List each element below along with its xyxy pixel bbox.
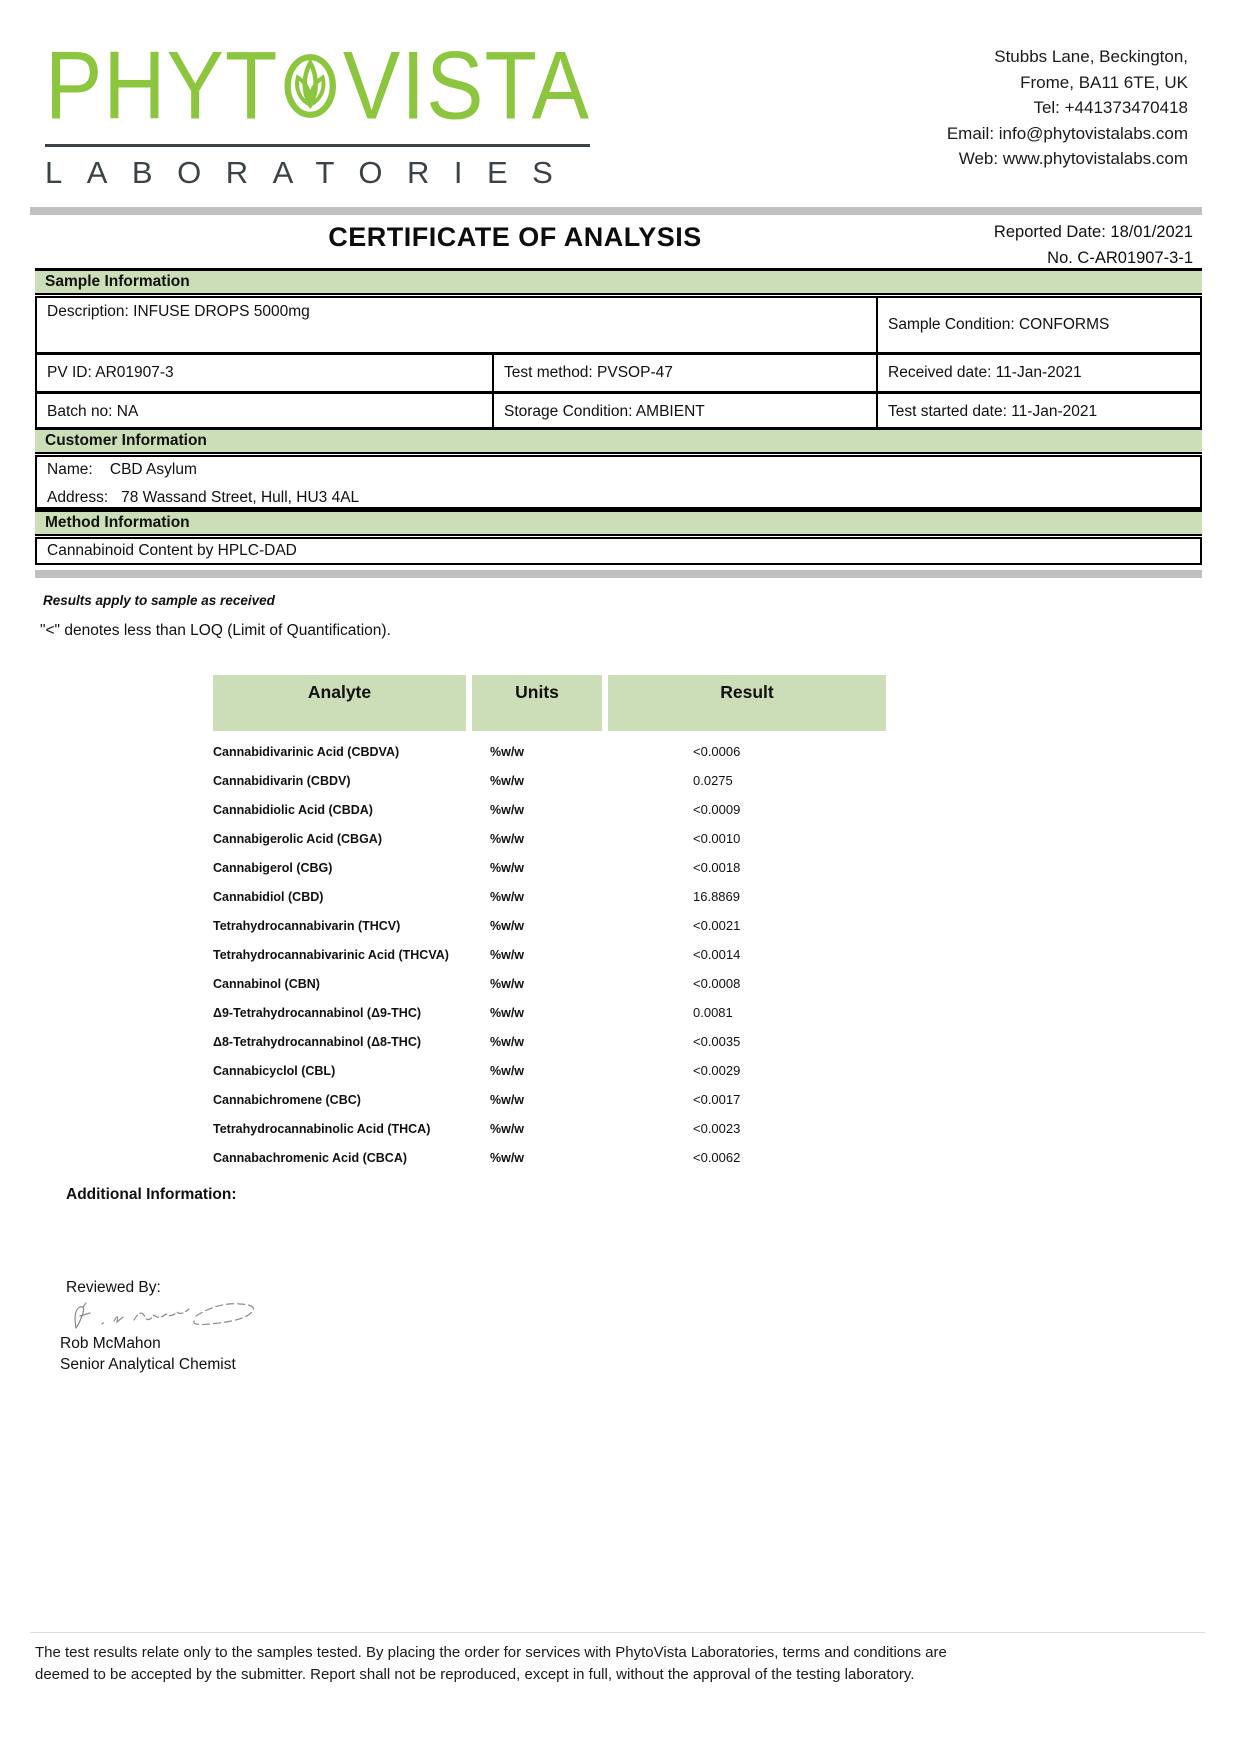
table-row [37,394,1200,430]
table-row [37,298,1200,355]
result-units: %w/w [490,918,525,933]
result-units: %w/w [490,773,525,788]
loq-note: "<" denotes less than LOQ (Limit of Quantification). [40,622,391,639]
reviewer-name: Rob McMahon [60,1335,161,1352]
result-result: <0.0009 [693,802,741,817]
lab-contact-block [947,44,1188,172]
results-table [213,675,893,1172]
reviewed-by-label: Reviewed By: [66,1279,161,1296]
test-method: Test method: PVSOP-47 [494,355,878,391]
method-information-label: Method Information [45,514,190,531]
result-analyte: Cannabigerol (CBG) [213,860,333,875]
result-analyte: Cannabachromenic Acid (CBCA) [213,1150,408,1165]
table-row [213,795,893,824]
result-units: %w/w [490,976,525,991]
table-row [213,882,893,911]
sample-description: Description: INFUSE DROPS 5000mg [37,298,878,352]
document-title: CERTIFICATE OF ANALYSIS [328,222,702,252]
report-number: No. C-AR01907-3-1 [1047,249,1193,267]
result-analyte: Cannabidivarinic Acid (CBDVA) [213,744,400,759]
column-header-units: Units [472,675,602,731]
result-result: <0.0006 [693,744,741,759]
table-row [213,824,893,853]
reported-date: Reported Date: 18/01/2021 [993,223,1193,241]
table-row [213,1114,893,1143]
result-analyte: Tetrahydrocannabivarin (THCV) [213,918,401,933]
logo-text-phyt: PHYT [45,32,279,140]
result-result: <0.0023 [693,1121,741,1136]
result-result: <0.0014 [693,947,741,962]
result-result: <0.0021 [693,918,741,933]
result-units: %w/w [490,802,525,817]
sample-information-table [35,296,1202,432]
result-result: 0.0275 [693,773,733,788]
additional-information-label: Additional Information: [66,1186,237,1203]
result-result: <0.0062 [693,1150,741,1165]
table-row [213,940,893,969]
logo-text-vista: VISTA [342,32,590,140]
table-row [213,1056,893,1085]
result-analyte: Cannabigerolic Acid (CBGA) [213,831,382,846]
result-units: %w/w [490,744,525,759]
table-row [213,911,893,940]
result-units: %w/w [490,947,525,962]
table-row [213,1085,893,1114]
sample-condition: Sample Condition: CONFORMS [888,316,1110,333]
result-units: %w/w [490,1150,525,1165]
sample-received-note: Results apply to sample as received [43,593,275,608]
result-result: <0.0035 [693,1034,741,1049]
contact-email: Email: info@phytovistalabs.com [946,123,1188,143]
sample-information-header [35,268,1202,295]
table-row [213,969,893,998]
table-row [213,853,893,882]
batch-no: Batch no: NA [37,394,494,430]
result-analyte: Cannabidiol (CBD) [213,889,324,904]
method-information-box [35,537,1202,565]
phytovista-logo [45,30,590,191]
column-header-result: Result [608,675,886,731]
result-analyte: Cannabinol (CBN) [213,976,320,991]
footer-divider [30,1632,1205,1633]
result-units: %w/w [490,1121,525,1136]
result-result: <0.0008 [693,976,741,991]
section-divider-bar [35,570,1202,578]
result-units: %w/w [490,1063,525,1078]
customer-name: Name: CBD Asylum [47,461,197,478]
logo-wordmark [45,30,590,142]
result-result: <0.0010 [693,831,741,846]
signature-image [68,1294,283,1338]
leaf-in-oval-icon [282,36,338,136]
result-analyte: Cannabidiolic Acid (CBDA) [213,802,373,817]
customer-address: Address: 78 Wassand Street, Hull, HU3 4AL [47,489,360,506]
result-analyte: Cannabicyclol (CBL) [213,1063,336,1078]
reviewer-title: Senior Analytical Chemist [60,1356,236,1373]
contact-phone: Tel: +441373470418 [1033,98,1188,117]
result-units: %w/w [490,889,525,904]
table-row [37,355,1200,394]
header-divider-bar [30,207,1202,215]
footer-disclaimer [35,1642,1175,1685]
report-meta [994,219,1193,271]
result-result: <0.0018 [693,860,741,875]
result-result: 16.8869 [693,889,740,904]
customer-information-label: Customer Information [45,432,207,449]
result-units: %w/w [490,831,525,846]
sample-information-label: Sample Information [45,273,190,290]
result-analyte: Cannabidivarin (CBDV) [213,773,351,788]
column-header-analyte: Analyte [213,675,466,731]
result-result: <0.0029 [693,1063,741,1078]
result-units: %w/w [490,1034,525,1049]
contact-address-line1: Stubbs Lane, Beckington, [994,47,1188,66]
table-row [213,1027,893,1056]
result-units: %w/w [490,1092,525,1107]
method-information-header [35,509,1202,536]
logo-divider [45,144,590,147]
result-analyte: Δ8-Tetrahydrocannabinol (Δ8-THC) [213,1034,422,1049]
logo-subtitle: LABORATORIES [45,155,578,190]
results-table-header [213,675,893,731]
result-result: <0.0017 [693,1092,741,1107]
contact-web: Web: www.phytovistalabs.com [958,149,1188,168]
footer-line1: The test results relate only to the samples tested. By placing the order for services with PhytoVista Laboratories, terms and conditions are [35,1644,947,1661]
table-row [213,1143,893,1172]
result-units: %w/w [490,860,525,875]
footer-line2: deemed to be accepted by the submitter. Report shall not be reproduced, except in full, without the approval of the testing laboratory. [35,1665,915,1683]
result-result: 0.0081 [693,1005,733,1020]
method-name: Cannabinoid Content by HPLC-DAD [47,542,297,559]
storage-condition: Storage Condition: AMBIENT [494,394,878,430]
test-started-date: Test started date: 11-Jan-2021 [888,403,1098,420]
results-rows [213,737,893,1172]
table-row [213,998,893,1027]
customer-information-header [35,427,1202,454]
pv-id: PV ID: AR01907-3 [37,355,494,391]
contact-address-line2: Frome, BA11 6TE, UK [1020,72,1188,92]
result-analyte: Cannabichromene (CBC) [213,1092,361,1107]
customer-information-box [35,455,1202,509]
result-analyte: Tetrahydrocannabinolic Acid (THCA) [213,1121,431,1136]
table-row [213,766,893,795]
table-row [213,737,893,766]
received-date: Received date: 11-Jan-2021 [888,364,1082,381]
result-analyte: Tetrahydrocannabivarinic Acid (THCVA) [213,947,449,962]
result-units: %w/w [490,1005,525,1020]
result-analyte: Δ9-Tetrahydrocannabinol (Δ9-THC) [213,1005,422,1020]
